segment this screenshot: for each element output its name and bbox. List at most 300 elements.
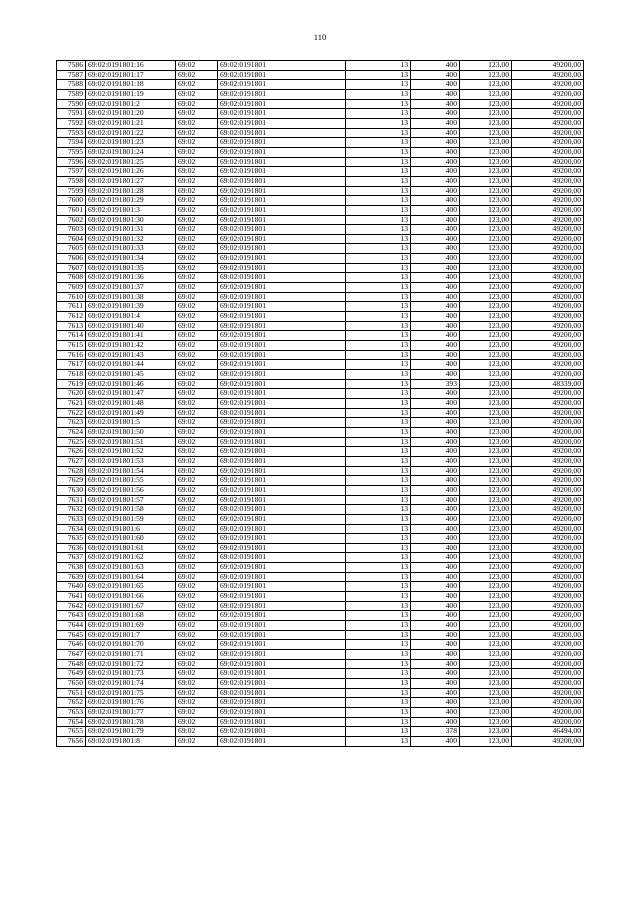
price-cell: 123,00 [460, 128, 512, 138]
area-cell: 400 [411, 485, 460, 495]
zone-cell: 13 [346, 466, 411, 476]
row-number-cell: 7594 [57, 138, 86, 148]
region-code-cell: 69:02 [176, 196, 218, 206]
quarter-number-cell: 69:02:0191801 [218, 350, 346, 360]
area-cell: 400 [411, 263, 460, 273]
row-number-cell: 7587 [57, 70, 86, 80]
value-cell: 49200,00 [512, 476, 584, 486]
row-number-cell: 7596 [57, 157, 86, 167]
zone-cell: 13 [346, 408, 411, 418]
area-cell: 400 [411, 167, 460, 177]
row-number-cell: 7647 [57, 650, 86, 660]
row-number-cell: 7601 [57, 205, 86, 215]
cadastral-number-cell: 69:02:0191801:75 [86, 688, 176, 698]
zone-cell: 13 [346, 437, 411, 447]
value-cell: 49200,00 [512, 157, 584, 167]
quarter-number-cell: 69:02:0191801 [218, 389, 346, 399]
table-row [57, 707, 584, 717]
zone-cell: 13 [346, 640, 411, 650]
area-cell: 400 [411, 292, 460, 302]
zone-cell: 13 [346, 292, 411, 302]
area-cell: 400 [411, 350, 460, 360]
table-row [57, 389, 584, 399]
quarter-number-cell: 69:02:0191801 [218, 331, 346, 341]
value-cell: 49200,00 [512, 244, 584, 254]
region-code-cell: 69:02 [176, 244, 218, 254]
row-number-cell: 7606 [57, 254, 86, 264]
table-row [57, 736, 584, 746]
cadastral-number-cell: 69:02:0191801:69 [86, 621, 176, 631]
area-cell: 400 [411, 543, 460, 553]
price-cell: 123,00 [460, 254, 512, 264]
table-row [57, 495, 584, 505]
area-cell: 393 [411, 379, 460, 389]
table-row [57, 283, 584, 293]
value-cell: 49200,00 [512, 350, 584, 360]
zone-cell: 13 [346, 80, 411, 90]
quarter-number-cell: 69:02:0191801 [218, 669, 346, 679]
table-row [57, 128, 584, 138]
value-cell: 49200,00 [512, 176, 584, 186]
cadastral-number-cell: 69:02:0191801:3 [86, 205, 176, 215]
cadastral-number-cell: 69:02:0191801:77 [86, 707, 176, 717]
quarter-number-cell: 69:02:0191801 [218, 341, 346, 351]
value-cell: 49200,00 [512, 650, 584, 660]
region-code-cell: 69:02 [176, 466, 218, 476]
row-number-cell: 7604 [57, 234, 86, 244]
cadastral-number-cell: 69:02:0191801:33 [86, 244, 176, 254]
region-code-cell: 69:02 [176, 138, 218, 148]
quarter-number-cell: 69:02:0191801 [218, 437, 346, 447]
table-row [57, 543, 584, 553]
area-cell: 400 [411, 157, 460, 167]
value-cell: 49200,00 [512, 698, 584, 708]
area-cell: 400 [411, 128, 460, 138]
quarter-number-cell: 69:02:0191801 [218, 321, 346, 331]
value-cell: 49200,00 [512, 418, 584, 428]
quarter-number-cell: 69:02:0191801 [218, 186, 346, 196]
quarter-number-cell: 69:02:0191801 [218, 234, 346, 244]
price-cell: 123,00 [460, 427, 512, 437]
table-row [57, 427, 584, 437]
table-row [57, 331, 584, 341]
row-number-cell: 7616 [57, 350, 86, 360]
quarter-number-cell: 69:02:0191801 [218, 630, 346, 640]
cadastral-number-cell: 69:02:0191801:20 [86, 109, 176, 119]
cadastral-number-cell: 69:02:0191801:5 [86, 418, 176, 428]
price-cell: 123,00 [460, 80, 512, 90]
price-cell: 123,00 [460, 263, 512, 273]
region-code-cell: 69:02 [176, 621, 218, 631]
area-cell: 400 [411, 717, 460, 727]
table-row [57, 698, 584, 708]
table-row [57, 524, 584, 534]
region-code-cell: 69:02 [176, 418, 218, 428]
value-cell: 49200,00 [512, 611, 584, 621]
table-row [57, 109, 584, 119]
area-cell: 400 [411, 389, 460, 399]
cadastral-number-cell: 69:02:0191801:31 [86, 225, 176, 235]
region-code-cell: 69:02 [176, 118, 218, 128]
quarter-number-cell: 69:02:0191801 [218, 563, 346, 573]
row-number-cell: 7628 [57, 466, 86, 476]
price-cell: 123,00 [460, 534, 512, 544]
row-number-cell: 7602 [57, 215, 86, 225]
cadastral-number-cell: 69:02:0191801:68 [86, 611, 176, 621]
cadastral-number-cell: 69:02:0191801:61 [86, 543, 176, 553]
cadastral-number-cell: 69:02:0191801:38 [86, 292, 176, 302]
price-cell: 123,00 [460, 283, 512, 293]
row-number-cell: 7637 [57, 553, 86, 563]
area-cell: 400 [411, 621, 460, 631]
quarter-number-cell: 69:02:0191801 [218, 582, 346, 592]
zone-cell: 13 [346, 485, 411, 495]
cadastral-number-cell: 69:02:0191801:49 [86, 408, 176, 418]
value-cell: 49200,00 [512, 688, 584, 698]
table-row [57, 379, 584, 389]
table-row [57, 321, 584, 331]
table-row [57, 553, 584, 563]
price-cell: 123,00 [460, 89, 512, 99]
zone-cell: 13 [346, 427, 411, 437]
quarter-number-cell: 69:02:0191801 [218, 485, 346, 495]
quarter-number-cell: 69:02:0191801 [218, 707, 346, 717]
region-code-cell: 69:02 [176, 70, 218, 80]
row-number-cell: 7639 [57, 572, 86, 582]
region-code-cell: 69:02 [176, 688, 218, 698]
cadastral-number-cell: 69:02:0191801:54 [86, 466, 176, 476]
value-cell: 48339,00 [512, 379, 584, 389]
quarter-number-cell: 69:02:0191801 [218, 408, 346, 418]
price-cell: 123,00 [460, 698, 512, 708]
quarter-number-cell: 69:02:0191801 [218, 273, 346, 283]
cadastral-number-cell: 69:02:0191801:32 [86, 234, 176, 244]
region-code-cell: 69:02 [176, 534, 218, 544]
region-code-cell: 69:02 [176, 398, 218, 408]
value-cell: 49200,00 [512, 292, 584, 302]
price-cell: 123,00 [460, 321, 512, 331]
price-cell: 123,00 [460, 717, 512, 727]
cadastral-number-cell: 69:02:0191801:66 [86, 592, 176, 602]
row-number-cell: 7626 [57, 447, 86, 457]
row-number-cell: 7651 [57, 688, 86, 698]
area-cell: 400 [411, 707, 460, 717]
price-cell: 123,00 [460, 196, 512, 206]
quarter-number-cell: 69:02:0191801 [218, 427, 346, 437]
value-cell: 49200,00 [512, 118, 584, 128]
zone-cell: 13 [346, 138, 411, 148]
region-code-cell: 69:02 [176, 109, 218, 119]
table-row [57, 147, 584, 157]
quarter-number-cell: 69:02:0191801 [218, 476, 346, 486]
cadastral-number-cell: 69:02:0191801:63 [86, 563, 176, 573]
area-cell: 400 [411, 360, 460, 370]
cadastral-number-cell: 69:02:0191801:53 [86, 456, 176, 466]
row-number-cell: 7627 [57, 456, 86, 466]
value-cell: 49200,00 [512, 534, 584, 544]
quarter-number-cell: 69:02:0191801 [218, 283, 346, 293]
table-row [57, 534, 584, 544]
value-cell: 49200,00 [512, 563, 584, 573]
table-row [57, 611, 584, 621]
cadastral-number-cell: 69:02:0191801:41 [86, 331, 176, 341]
price-cell: 123,00 [460, 408, 512, 418]
quarter-number-cell: 69:02:0191801 [218, 109, 346, 119]
quarter-number-cell: 69:02:0191801 [218, 640, 346, 650]
quarter-number-cell: 69:02:0191801 [218, 418, 346, 428]
area-cell: 400 [411, 563, 460, 573]
price-cell: 123,00 [460, 273, 512, 283]
region-code-cell: 69:02 [176, 640, 218, 650]
table-row [57, 717, 584, 727]
row-number-cell: 7656 [57, 736, 86, 746]
row-number-cell: 7638 [57, 563, 86, 573]
row-number-cell: 7635 [57, 534, 86, 544]
quarter-number-cell: 69:02:0191801 [218, 167, 346, 177]
price-cell: 123,00 [460, 572, 512, 582]
value-cell: 49200,00 [512, 659, 584, 669]
quarter-number-cell: 69:02:0191801 [218, 534, 346, 544]
row-number-cell: 7610 [57, 292, 86, 302]
table-row [57, 630, 584, 640]
row-number-cell: 7619 [57, 379, 86, 389]
area-cell: 400 [411, 553, 460, 563]
price-cell: 123,00 [460, 147, 512, 157]
region-code-cell: 69:02 [176, 312, 218, 322]
zone-cell: 13 [346, 196, 411, 206]
row-number-cell: 7631 [57, 495, 86, 505]
area-cell: 400 [411, 698, 460, 708]
cadastral-number-cell: 69:02:0191801:57 [86, 495, 176, 505]
value-cell: 49200,00 [512, 138, 584, 148]
row-number-cell: 7586 [57, 61, 86, 71]
value-cell: 49200,00 [512, 360, 584, 370]
value-cell: 49200,00 [512, 736, 584, 746]
table-row [57, 70, 584, 80]
cadastral-number-cell: 69:02:0191801:79 [86, 727, 176, 737]
table-row [57, 157, 584, 167]
area-cell: 400 [411, 630, 460, 640]
zone-cell: 13 [346, 225, 411, 235]
value-cell: 49200,00 [512, 427, 584, 437]
price-cell: 123,00 [460, 370, 512, 380]
area-cell: 400 [411, 176, 460, 186]
quarter-number-cell: 69:02:0191801 [218, 292, 346, 302]
price-cell: 123,00 [460, 495, 512, 505]
area-cell: 400 [411, 456, 460, 466]
area-cell: 400 [411, 476, 460, 486]
table-row [57, 89, 584, 99]
cadastral-number-cell: 69:02:0191801:76 [86, 698, 176, 708]
quarter-number-cell: 69:02:0191801 [218, 398, 346, 408]
area-cell: 400 [411, 418, 460, 428]
zone-cell: 13 [346, 331, 411, 341]
quarter-number-cell: 69:02:0191801 [218, 524, 346, 534]
area-cell: 400 [411, 679, 460, 689]
table-row [57, 292, 584, 302]
quarter-number-cell: 69:02:0191801 [218, 456, 346, 466]
table-row [57, 341, 584, 351]
area-cell: 400 [411, 254, 460, 264]
area-cell: 400 [411, 302, 460, 312]
area-cell: 400 [411, 640, 460, 650]
quarter-number-cell: 69:02:0191801 [218, 466, 346, 476]
value-cell: 49200,00 [512, 456, 584, 466]
row-number-cell: 7629 [57, 476, 86, 486]
region-code-cell: 69:02 [176, 389, 218, 399]
quarter-number-cell: 69:02:0191801 [218, 611, 346, 621]
value-cell: 49200,00 [512, 254, 584, 264]
cadastral-number-cell: 69:02:0191801:6 [86, 524, 176, 534]
quarter-number-cell: 69:02:0191801 [218, 118, 346, 128]
quarter-number-cell: 69:02:0191801 [218, 495, 346, 505]
table-row [57, 514, 584, 524]
quarter-number-cell: 69:02:0191801 [218, 717, 346, 727]
price-cell: 123,00 [460, 669, 512, 679]
region-code-cell: 69:02 [176, 80, 218, 90]
area-cell: 400 [411, 99, 460, 109]
price-cell: 123,00 [460, 543, 512, 553]
value-cell: 49200,00 [512, 215, 584, 225]
zone-cell: 13 [346, 186, 411, 196]
price-cell: 123,00 [460, 688, 512, 698]
value-cell: 49200,00 [512, 128, 584, 138]
area-cell: 400 [411, 572, 460, 582]
zone-cell: 13 [346, 321, 411, 331]
cadastral-number-cell: 69:02:0191801:29 [86, 196, 176, 206]
row-number-cell: 7593 [57, 128, 86, 138]
area-cell: 400 [411, 427, 460, 437]
zone-cell: 13 [346, 582, 411, 592]
quarter-number-cell: 69:02:0191801 [218, 679, 346, 689]
table-row [57, 302, 584, 312]
region-code-cell: 69:02 [176, 205, 218, 215]
table-row [57, 563, 584, 573]
area-cell: 400 [411, 186, 460, 196]
zone-cell: 13 [346, 283, 411, 293]
table-row [57, 621, 584, 631]
region-code-cell: 69:02 [176, 215, 218, 225]
row-number-cell: 7600 [57, 196, 86, 206]
zone-cell: 13 [346, 89, 411, 99]
quarter-number-cell: 69:02:0191801 [218, 553, 346, 563]
row-number-cell: 7603 [57, 225, 86, 235]
price-cell: 123,00 [460, 727, 512, 737]
zone-cell: 13 [346, 147, 411, 157]
zone-cell: 13 [346, 659, 411, 669]
value-cell: 49200,00 [512, 80, 584, 90]
zone-cell: 13 [346, 254, 411, 264]
region-code-cell: 69:02 [176, 543, 218, 553]
region-code-cell: 69:02 [176, 669, 218, 679]
area-cell: 400 [411, 225, 460, 235]
cadastral-number-cell: 69:02:0191801:23 [86, 138, 176, 148]
price-cell: 123,00 [460, 176, 512, 186]
cadastral-table [56, 60, 584, 747]
zone-cell: 13 [346, 553, 411, 563]
row-number-cell: 7595 [57, 147, 86, 157]
area-cell: 400 [411, 601, 460, 611]
quarter-number-cell: 69:02:0191801 [218, 727, 346, 737]
price-cell: 123,00 [460, 563, 512, 573]
quarter-number-cell: 69:02:0191801 [218, 89, 346, 99]
price-cell: 123,00 [460, 650, 512, 660]
value-cell: 49200,00 [512, 495, 584, 505]
zone-cell: 13 [346, 707, 411, 717]
price-cell: 123,00 [460, 167, 512, 177]
price-cell: 123,00 [460, 582, 512, 592]
value-cell: 49200,00 [512, 630, 584, 640]
zone-cell: 13 [346, 234, 411, 244]
table-row [57, 466, 584, 476]
quarter-number-cell: 69:02:0191801 [218, 244, 346, 254]
price-cell: 123,00 [460, 205, 512, 215]
zone-cell: 13 [346, 611, 411, 621]
row-number-cell: 7588 [57, 80, 86, 90]
table-row [57, 186, 584, 196]
area-cell: 400 [411, 524, 460, 534]
price-cell: 123,00 [460, 157, 512, 167]
region-code-cell: 69:02 [176, 225, 218, 235]
price-cell: 123,00 [460, 601, 512, 611]
quarter-number-cell: 69:02:0191801 [218, 592, 346, 602]
cadastral-number-cell: 69:02:0191801:34 [86, 254, 176, 264]
price-cell: 123,00 [460, 707, 512, 717]
price-cell: 123,00 [460, 186, 512, 196]
quarter-number-cell: 69:02:0191801 [218, 70, 346, 80]
region-code-cell: 69:02 [176, 736, 218, 746]
region-code-cell: 69:02 [176, 650, 218, 660]
row-number-cell: 7653 [57, 707, 86, 717]
price-cell: 123,00 [460, 302, 512, 312]
cadastral-number-cell: 69:02:0191801:46 [86, 379, 176, 389]
region-code-cell: 69:02 [176, 360, 218, 370]
cadastral-number-cell: 69:02:0191801:70 [86, 640, 176, 650]
price-cell: 123,00 [460, 466, 512, 476]
area-cell: 400 [411, 466, 460, 476]
value-cell: 49200,00 [512, 447, 584, 457]
price-cell: 123,00 [460, 99, 512, 109]
quarter-number-cell: 69:02:0191801 [218, 176, 346, 186]
table-row [57, 456, 584, 466]
cadastral-number-cell: 69:02:0191801:24 [86, 147, 176, 157]
value-cell: 49200,00 [512, 466, 584, 476]
value-cell: 49200,00 [512, 408, 584, 418]
region-code-cell: 69:02 [176, 582, 218, 592]
region-code-cell: 69:02 [176, 292, 218, 302]
cadastral-number-cell: 69:02:0191801:17 [86, 70, 176, 80]
value-cell: 49200,00 [512, 669, 584, 679]
cadastral-number-cell: 69:02:0191801:7 [86, 630, 176, 640]
region-code-cell: 69:02 [176, 61, 218, 71]
zone-cell: 13 [346, 167, 411, 177]
price-cell: 123,00 [460, 514, 512, 524]
zone-cell: 13 [346, 244, 411, 254]
table-row [57, 727, 584, 737]
region-code-cell: 69:02 [176, 524, 218, 534]
area-cell: 400 [411, 514, 460, 524]
region-code-cell: 69:02 [176, 592, 218, 602]
zone-cell: 13 [346, 495, 411, 505]
price-cell: 123,00 [460, 505, 512, 515]
row-number-cell: 7640 [57, 582, 86, 592]
region-code-cell: 69:02 [176, 147, 218, 157]
value-cell: 49200,00 [512, 273, 584, 283]
cadastral-number-cell: 69:02:0191801:43 [86, 350, 176, 360]
region-code-cell: 69:02 [176, 263, 218, 273]
table-row [57, 398, 584, 408]
zone-cell: 13 [346, 698, 411, 708]
